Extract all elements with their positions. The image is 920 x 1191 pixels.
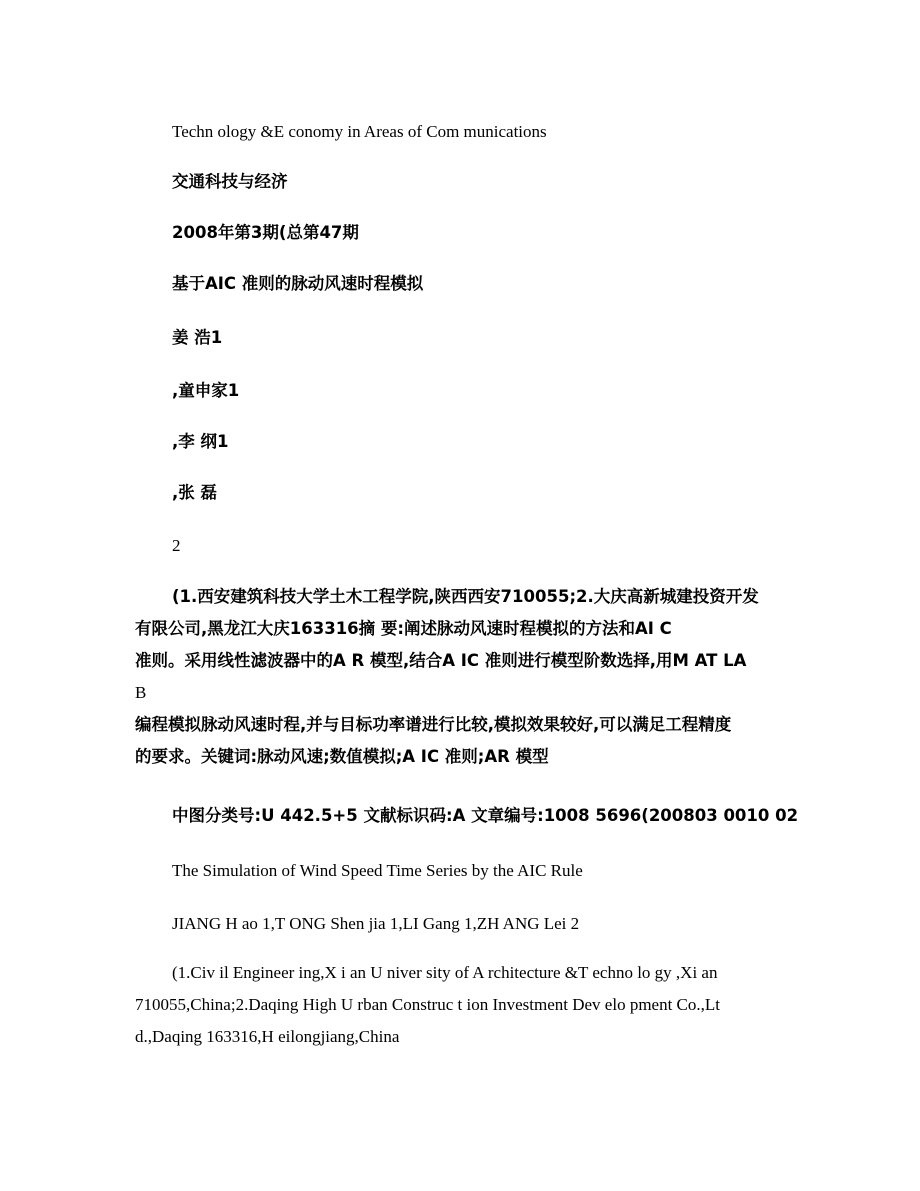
authors-en: JIANG H ao 1,T ONG Shen jia 1,LI Gang 1,ZH ANG Lei 2: [172, 914, 580, 933]
article-title-en: The Simulation of Wind Speed Time Series by the AIC Rule: [172, 861, 583, 880]
abstract-line: 有限公司,黑龙江大庆163316摘 要:阐述脉动风速时程模拟的方法和AI C: [135, 619, 672, 638]
abstract-line: 编程模拟脉动风速时程,并与目标功率谱进行比较,模拟效果较好,可以满足工程精度: [135, 715, 732, 734]
abstract-cn: [135, 581, 785, 773]
classification-info: 中图分类号:U 442.5+5 文献标识码:A 文章编号:1008 5696(200803 0010 02: [172, 806, 799, 825]
abstract-line: (1.西安建筑科技大学土木工程学院,陕西西安710055;2.大庆高新城建投资开发: [172, 587, 759, 606]
journal-name-cn: 交通科技与经济: [172, 172, 288, 191]
issue-info: 2008年第3期(总第47期: [172, 223, 359, 242]
author-1: 姜 浩1: [172, 328, 223, 347]
affiliation-line: 710055,China;2.Daqing High U rban Construc t ion Investment Dev elo pment Co.,Lt: [135, 995, 721, 1014]
author-4: ,张 磊: [172, 483, 218, 502]
affiliation-en: [135, 957, 785, 1053]
abstract-line: 准则。采用线性滤波器中的A R 模型,结合A IC 准则进行模型阶数选择,用M AT LA: [135, 651, 747, 670]
author-3: ,李 纲1: [172, 432, 229, 451]
abstract-line: 的要求。关键词:脉动风速;数值模拟;A IC 准则;AR 模型: [135, 747, 549, 766]
author-4-superscript: 2: [172, 536, 181, 555]
author-2: ,童申家1: [172, 381, 240, 400]
affiliation-line: d.,Daqing 163316,H eilongjiang,China: [135, 1027, 400, 1046]
affiliation-line: (1.Civ il Engineer ing,X i an U niver sity of A rchitecture &T echno lo gy ,Xi an: [172, 963, 718, 982]
abstract-line: B: [135, 683, 147, 702]
journal-name-en: Techn ology &E conomy in Areas of Com munications: [172, 122, 547, 141]
article-title-cn: 基于AIC 准则的脉动风速时程模拟: [172, 274, 424, 293]
